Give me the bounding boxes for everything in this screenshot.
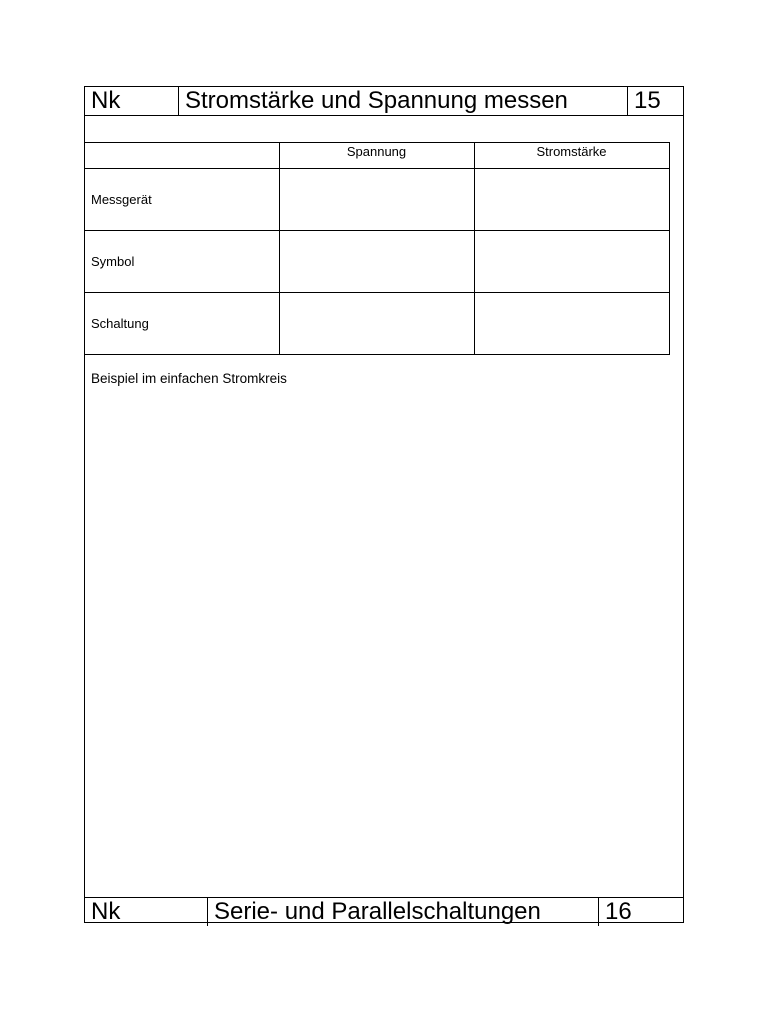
example-section-label: Beispiel im einfachen Stromkreis — [91, 371, 287, 386]
subject-abbreviation: Nk — [91, 87, 121, 114]
row-label-symbol: Symbol — [85, 231, 279, 293]
answer-cell-spannung-symbol[interactable] — [279, 231, 474, 293]
table-header-row — [85, 143, 669, 169]
column-header-stromstaerke: Stromstärke — [474, 143, 669, 169]
next-subject-abbreviation: Nk — [91, 898, 121, 925]
table-row — [85, 293, 669, 355]
column-header-spannung: Spannung — [279, 143, 474, 169]
table-row — [85, 231, 669, 293]
card-title: Stromstärke und Spannung messen — [178, 87, 627, 115]
next-card-number: 16 — [598, 898, 683, 926]
answer-cell-stromstaerke-schaltung[interactable] — [474, 293, 669, 355]
next-card-header — [85, 897, 683, 926]
worksheet-card — [84, 86, 684, 923]
table-row — [85, 169, 669, 231]
answer-cell-stromstaerke-symbol[interactable] — [474, 231, 669, 293]
row-label-messgeraet: Messgerät — [85, 169, 279, 231]
answer-cell-stromstaerke-messgeraet[interactable] — [474, 169, 669, 231]
answer-cell-spannung-schaltung[interactable] — [279, 293, 474, 355]
column-header-empty — [85, 143, 279, 169]
row-label-schaltung: Schaltung — [85, 293, 279, 355]
measurement-table — [85, 142, 670, 355]
card-header — [85, 87, 683, 116]
card-number: 15 — [627, 87, 683, 115]
answer-cell-spannung-messgeraet[interactable] — [279, 169, 474, 231]
next-card-title: Serie- und Parallelschaltungen — [207, 898, 598, 926]
